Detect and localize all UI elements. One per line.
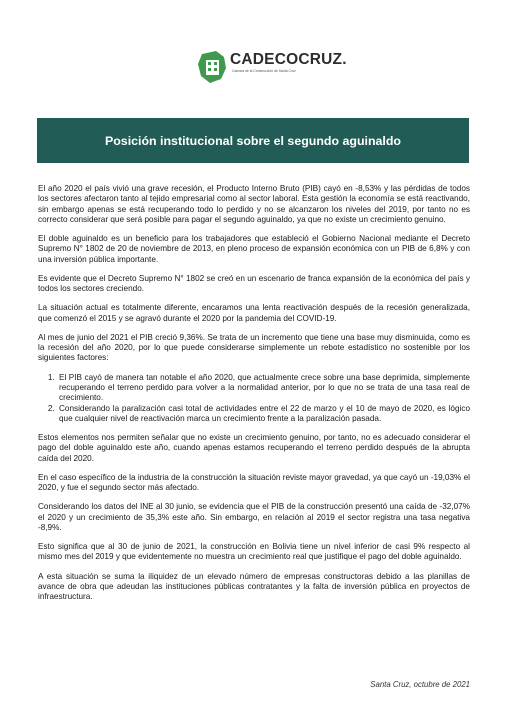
list-item: 1. El PIB cayó de manera tan notable el año 2020, que actualmente crece sobre una base deprimida, simplemente recuperando el terreno perdido para volver a la normalidad anterior, por lo que no se trata de una tasa real de crecimiento. xyxy=(57,373,470,404)
paragraph: Esto significa que al 30 de junio de 2021, la construcción en Bolivia tiene un nivel inferior de casi 9% respecto al mismo mes del 2019 y que evidentemente no muestra un crecimiento real que justifique el pago del doble aguinaldo. xyxy=(38,542,470,562)
document-title: Posición institucional sobre el segundo aguinaldo xyxy=(104,133,402,148)
bolivia-map-building-icon xyxy=(196,48,230,86)
paragraph: En el caso específico de la industria de la construcción la situación reviste mayor gravedad, ya que cayó un -19,03% el 2020, y fue el segundo sector más afectado. xyxy=(38,472,470,493)
paragraph: Estos elementos nos permiten señalar que no existe un crecimiento genuino, por tanto, no es adecuado considerar el pago del doble aguinaldo este año, cuando apenas estamos recuperando el terreno perdido después de la abrupta caída del 2020. xyxy=(38,432,470,463)
paragraph: Al mes de junio del 2021 el PIB creció 9,36%. Se trata de un incremento que tiene una base muy disminuida, como es la recesión del año 2020, por lo que puede considerarse simplemente un rebote estadístico no sostenible por los siguientes factores: xyxy=(38,332,470,363)
logo-subtitle: Cámara de la Construcción de Santa Cruz xyxy=(232,69,296,73)
logo-name: CADECOCRUZ. xyxy=(230,51,347,68)
cadecocruz-logo xyxy=(196,44,356,92)
paragraph: Considerando los datos del INE al 30 junio, se evidencia que el PIB de la construcción presentó una caída de -32,07% el 2020 y un crecimiento de 35,3% este año. Sin embargo, en relación al 2019 el sector registra una tasa negativa -8,9%. xyxy=(38,502,470,532)
paragraph: El año 2020 el país vivió una grave recesión, el Producto Interno Bruto (PIB) cayó en -8,53% y las pérdidas de todos los sectores afectaron tanto al tejido empresarial como al sector laboral. Esta gestión la economía se está reactivando, sin embargo apenas se está recuperando todo lo perdido y no se alcanzaron los niveles del 2019, por tanto no es correcto considerar que será posible para pagar el segundo aguinaldo, ya que no existe un crecimiento genuino. xyxy=(38,184,470,224)
paragraph: La situación actual es totalmente diferente, encaramos una lenta reactivación después de la recesión generalizada, que comenzó el 2015 y se agravó durante el 2020 por la pandemia del COVID-19. xyxy=(38,303,470,323)
title-banner xyxy=(37,118,469,163)
document-body xyxy=(38,184,470,611)
paragraph: Es evidente que el Decreto Supremo N° 1802 se creó en un escenario de franca expansión de la económica del país y todos los sectores creciendo. xyxy=(38,273,470,294)
place-date: Santa Cruz, octubre de 2021 xyxy=(370,680,470,689)
factors-list xyxy=(38,373,470,424)
paragraph: A esta situación se suma la iliquidez de un elevado número de empresas constructoras debido a las planillas de avance de obra que adeudan las instituciones públicas contratantes y la falta de inversión pública en proyectos de infraestructura. xyxy=(38,571,470,602)
paragraph: El doble aguinaldo es un beneficio para los trabajadores que estableció el Gobierno Nacional mediante el Decreto Supremo N° 1802 de 20 de noviembre de 2013, en pleno proceso de expansión económica con un PIB de 6,8% y con una inversión pública importante. xyxy=(38,234,470,264)
list-item: 2. Considerando la paralización casi total de actividades entre el 22 de marzo y el 10 de mayo de 2020, es lógico que cualquier nivel de reactivación marca un crecimiento frente a la paralización pasada. xyxy=(57,404,470,425)
